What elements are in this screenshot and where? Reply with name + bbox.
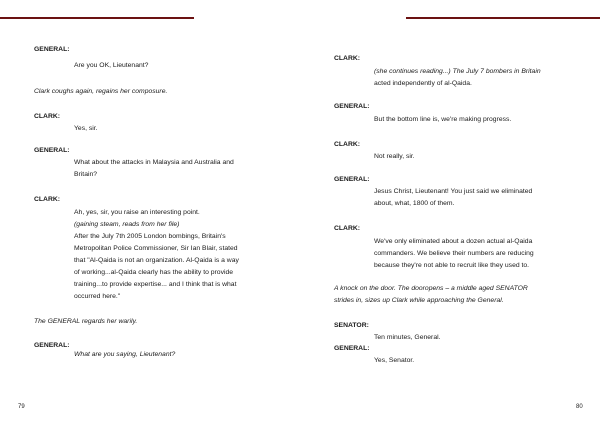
speaker-label: GENERAL:: [334, 103, 370, 110]
dialog-line: of working...al-Qaida clearly has the ability to provide: [74, 269, 234, 276]
dialog-line: because they're not able to recruit like they used to.: [374, 262, 530, 269]
stage-direction: strides in, sizes up Clark while approaching the General.: [334, 297, 504, 304]
speaker-label: GENERAL:: [34, 342, 70, 349]
dialog-parenthetical: (she continues reading...) The July 7 bombers in Britain: [374, 68, 541, 75]
page-number: 79: [18, 404, 25, 410]
page-number: 80: [576, 404, 583, 410]
dialog-line: [374, 66, 541, 78]
dialog-line: training...to provide expertise... and I think that is what: [74, 281, 237, 288]
dialog-line: What about the attacks in Malaysia and Australia and: [74, 159, 234, 166]
stage-direction: Clark coughs again, regains her composure.: [34, 88, 168, 95]
dialog-line: We've only eliminated about a dozen actual al-Qaida: [374, 238, 533, 245]
dialog-line: Britain?: [74, 171, 98, 178]
speaker-label: GENERAL:: [34, 147, 70, 154]
dialog-line: Ah, yes, sir, you raise an interesting point.: [74, 209, 200, 216]
stage-direction: A knock on the door. The dooropens – a middle aged SENATOR: [334, 285, 528, 292]
dialog-line: Yes, sir.: [74, 125, 98, 132]
dialog-line: occurred here.": [74, 293, 121, 300]
speaker-label: CLARK:: [334, 141, 361, 148]
right-page: [300, 0, 600, 424]
speaker-label: GENERAL:: [34, 46, 70, 53]
dialog-line: commanders. We believe their numbers are reducing: [374, 250, 534, 257]
dialog-parenthetical: (gaining steam, reads from her file): [74, 221, 180, 228]
speaker-label: GENERAL:: [334, 176, 370, 183]
dialog-line: After the July 7th 2005 London bombings, Britain's: [74, 233, 226, 240]
dialog-line: Metropolitan Police Commissioner, Sir Ian Blair, stated: [74, 245, 238, 252]
speaker-label: CLARK:: [34, 113, 61, 120]
dialog-line: Not really, sir.: [374, 153, 415, 160]
dialog-line: acted independently of al-Qaida.: [374, 80, 472, 87]
dialog-line: What are you saying, Lieutenant?: [74, 351, 176, 358]
dialog-line: Jesus Christ, Lieutenant! You just said we eliminated: [374, 188, 533, 195]
speaker-label: SENATOR:: [334, 322, 369, 329]
dialog-line: Are you OK, Lieutenant?: [74, 62, 149, 69]
speaker-label: CLARK:: [34, 196, 61, 203]
stage-direction: The GENERAL regards her warily.: [34, 318, 138, 325]
dialog-line: that "Al-Qaida is not an organization. Al-Qaida is a way: [74, 257, 239, 264]
dialog-line: about, what, 1800 of them.: [374, 200, 455, 207]
dialog-line: But the bottom line is, we're making progress.: [374, 116, 512, 123]
dialog-line: Ten minutes, General.: [374, 334, 441, 341]
speaker-label: CLARK:: [334, 225, 361, 232]
dialog-line: Yes, Senator.: [374, 357, 415, 364]
speaker-label: CLARK:: [334, 55, 361, 62]
speaker-label: GENERAL:: [334, 345, 370, 352]
